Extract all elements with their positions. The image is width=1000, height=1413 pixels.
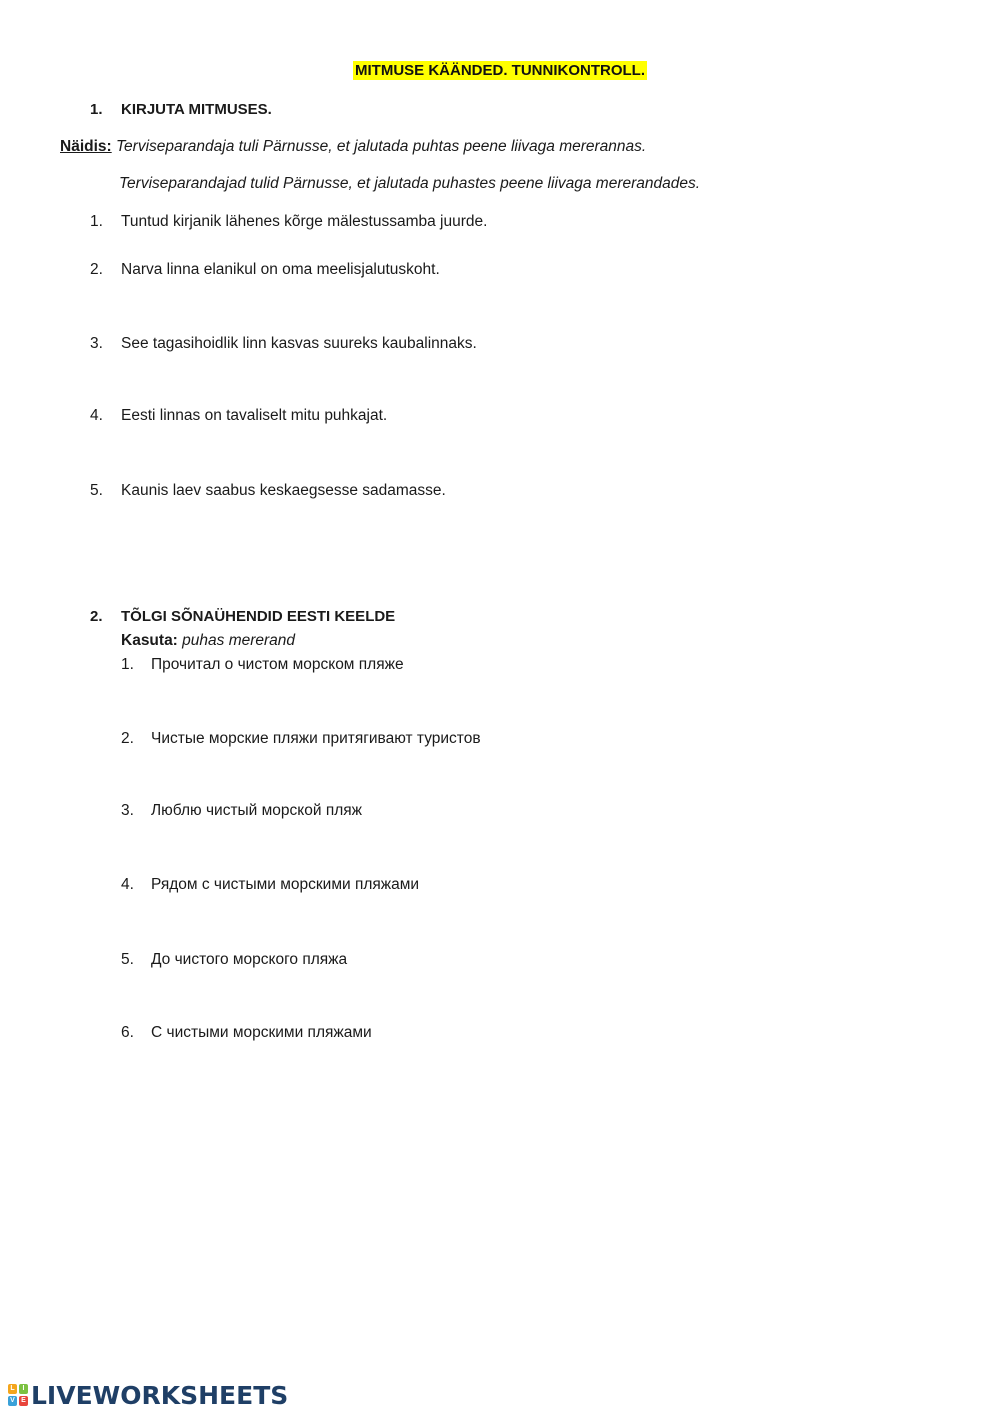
- item-number: 4.: [90, 407, 103, 424]
- logo-block: I: [19, 1384, 28, 1394]
- section-2-item: [121, 656, 404, 674]
- item-number: 2.: [121, 730, 134, 747]
- section-2-item: [121, 802, 363, 820]
- section-1-item: [90, 407, 388, 425]
- item-number: 4.: [121, 876, 134, 893]
- worksheet-title: [0, 62, 1000, 80]
- item-number: 1.: [90, 213, 103, 230]
- item-number: 5.: [121, 951, 134, 968]
- section-1-item: [90, 261, 440, 279]
- item-text: Прочитал о чистом морском пляже: [151, 656, 404, 673]
- item-text: Люблю чистый морской пляж: [151, 802, 363, 819]
- item-text: Рядом с чистыми морскими пляжами: [151, 876, 420, 893]
- use-hint: [121, 632, 295, 650]
- item-number: 3.: [121, 802, 134, 819]
- section-2-item: [121, 730, 481, 748]
- item-text: See tagasihoidlik linn kasvas suureks kaubalinnaks.: [121, 335, 477, 352]
- example-label: Näidis:: [60, 138, 112, 155]
- example-singular: Terviseparandaja tuli Pärnusse, et jalutada puhtas peene liivaga mererannas.: [116, 138, 647, 155]
- item-number: 2.: [90, 261, 103, 278]
- section-1-item: [90, 335, 477, 353]
- item-number: 3.: [90, 335, 103, 352]
- item-text: Tuntud kirjanik lähenes kõrge mälestussamba juurde.: [121, 213, 488, 230]
- logo-blocks-icon: [8, 1384, 28, 1406]
- example-plural: Terviseparandajad tulid Pärnusse, et jalutada puhastes peene liivaga mererandades.: [119, 175, 701, 192]
- section-2-item: [121, 1024, 372, 1042]
- use-value: puhas mererand: [182, 632, 296, 649]
- item-number: 1.: [121, 656, 134, 673]
- item-text: С чистыми морскими пляжами: [151, 1024, 372, 1041]
- item-text: До чистого морского пляжа: [151, 951, 348, 968]
- section-2-number: 2.: [90, 608, 103, 625]
- section-1-number: 1.: [90, 101, 103, 118]
- worksheet-title-text: MITMUSE KÄÄNDED. TUNNIKONTROLL.: [355, 62, 645, 79]
- logo-block: V: [8, 1396, 17, 1406]
- item-text: Narva linna elanikul on oma meelisjalutuskoht.: [121, 261, 440, 278]
- item-text: Eesti linnas on tavaliselt mitu puhkajat.: [121, 407, 388, 424]
- logo-block: E: [19, 1396, 28, 1406]
- logo-block: L: [8, 1384, 17, 1394]
- section-1-item: [90, 213, 488, 231]
- item-number: 5.: [90, 482, 103, 499]
- logo-text: LIVEWORKSHEETS: [31, 1380, 289, 1410]
- section-1-item: [90, 482, 446, 500]
- example-line-singular: [60, 138, 646, 156]
- liveworksheets-logo[interactable]: [8, 1381, 288, 1409]
- section-1-heading: KIRJUTA MITMUSES.: [121, 101, 272, 118]
- section-2-item: [121, 951, 348, 969]
- item-text: Kaunis laev saabus keskaegsesse sadamasse.: [121, 482, 446, 499]
- item-number: 6.: [121, 1024, 134, 1041]
- item-text: Чистые морские пляжи притягивают туристов: [151, 730, 481, 747]
- section-2-heading: TÕLGI SÕNAÜHENDID EESTI KEELDE: [121, 608, 396, 625]
- section-2-item: [121, 876, 420, 894]
- use-label: Kasuta:: [121, 632, 178, 649]
